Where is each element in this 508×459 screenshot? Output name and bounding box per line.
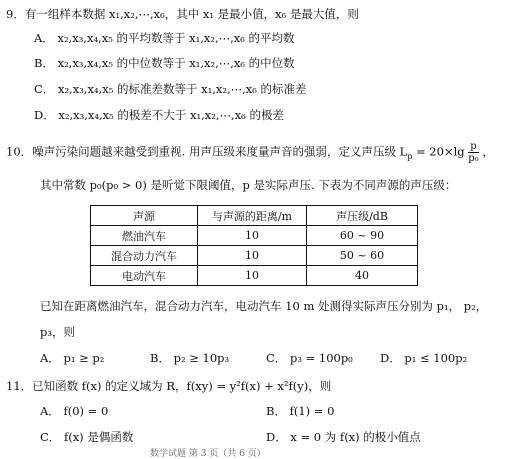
q10-option-d: D． p₁ ≤ 100p₂ (380, 351, 468, 365)
q9-stem: 9．有一组样本数据 x₁,x₂,⋯,x₆，其中 x₁ 是最小值，x₆ 是最大值，则 (6, 7, 359, 21)
q10-fraction (468, 141, 478, 164)
q9-option-d: D． x₂,x₃,x₄,x₅ 的极差不大于 x₁,x₂,⋯,x₆ 的极差 (34, 108, 284, 122)
table-cell: 10 (198, 266, 307, 286)
q11-option-b: B． f(1) = 0 (266, 404, 335, 418)
fraction-numerator: p (468, 141, 478, 153)
table-header-level: 声压级/dB (307, 206, 418, 226)
fraction-denominator: p₀ (468, 153, 479, 164)
table-row (91, 246, 418, 266)
table-cell: 电动汽车 (91, 266, 198, 286)
q11-option-a: A． f(0) = 0 (40, 404, 109, 418)
q9-option-a: A． x₂,x₃,x₄,x₅ 的平均数等于 x₁,x₂,⋯,x₆ 的平均数 (34, 31, 295, 45)
table-cell: 50 ~ 60 (307, 246, 418, 266)
table-cell: 燃油汽车 (91, 226, 198, 246)
q10-stem-line3: 已知在距离燃油汽车，混合动力汽车，电动汽车 10 m 处测得实际声压分别为 p₁， p₂， (40, 299, 488, 313)
q10-stem-text: 10．噪声污染问题越来越受到重视. 用声压级来度量声音的强弱，定义声压级 L (6, 144, 408, 159)
table-cell: 混合动力汽车 (91, 246, 198, 266)
q11-option-d: D． x = 0 为 f(x) 的极小值点 (266, 430, 421, 444)
q10-option-c: C． p₃ = 100p₀ (266, 351, 353, 365)
table-cell: 40 (307, 266, 418, 286)
table-header-row (91, 206, 418, 226)
table-cell: 10 (198, 246, 307, 266)
table-row (91, 266, 418, 286)
q10-stem-tail: ， (482, 144, 494, 159)
q10-lp-subscript: p (407, 151, 413, 161)
q11-stem: 11．已知函数 f(x) 的定义域为 R，f(xy) = y²f(x) + x²f(y)，则 (6, 379, 332, 393)
q10-option-b: B． p₂ ≥ 10p₃ (150, 351, 230, 365)
table-header-distance: 与声源的距离/m (198, 206, 307, 226)
table-cell: 60 ~ 90 (307, 226, 418, 246)
q10-option-a: A． p₁ ≥ p₂ (40, 351, 105, 365)
q10-formula: = 20×lg (416, 144, 465, 159)
page-footer: 数学试题 第 3 页（共 6 页） (150, 449, 266, 459)
q11-option-c: C． f(x) 是偶函数 (40, 430, 134, 444)
q9-option-b: B． x₂,x₃,x₄,x₅ 的中位数等于 x₁,x₂,⋯,x₆ 的中位数 (34, 56, 295, 70)
q10-stem-line1 (6, 141, 494, 165)
q9-option-c: C． x₂,x₃,x₄,x₅ 的标准差数等于 x₁,x₂,⋯,x₆ 的标准差 (34, 82, 307, 96)
table-row (91, 226, 418, 246)
table-header-source: 声源 (91, 206, 198, 226)
q10-stem-line2: 其中常数 p₀(p₀ > 0) 是听觉下限阈值，p 是实际声压. 下表为不同声源的声压级： (40, 178, 457, 192)
q10-stem-line4: p₃，则 (40, 325, 75, 339)
table-cell: 10 (198, 226, 307, 246)
sound-level-table (90, 205, 418, 286)
